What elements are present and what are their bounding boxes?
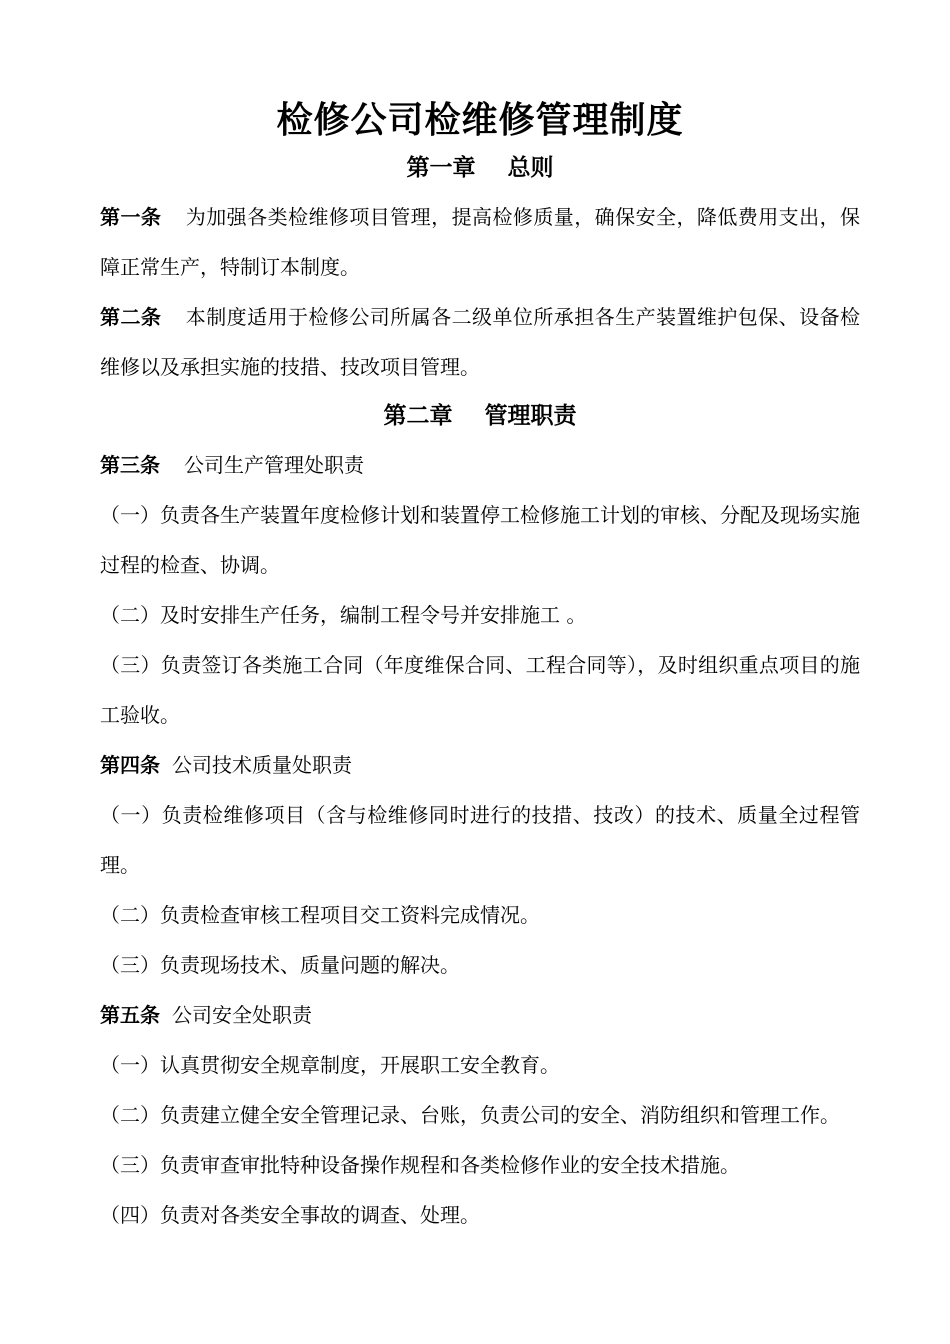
article-5: [100, 990, 860, 1040]
article-4-label: 第四条: [100, 753, 160, 777]
article-1-label: 第一条: [100, 205, 162, 229]
article-1: [100, 192, 860, 292]
chapter-2-heading: 第二章 管理职责: [383, 402, 577, 429]
article-1-text: 为加强各类检维修项目管理，提高检修质量，确保安全，降低费用支出，保障正常生产，特制订本制度。: [100, 205, 861, 279]
article-2: [100, 292, 860, 392]
article-4-item-1: （一）负责检维修项目（含与检维修同时进行的技措、技改）的技术、质量全过程管理。: [100, 803, 860, 877]
article-5-item-1: （一）认真贯彻安全规章制度，开展职工安全教育。: [100, 1053, 560, 1077]
article-5-item-3: （三）负责审查审批特种设备操作规程和各类检修作业的安全技术措施。: [100, 1153, 740, 1177]
document-title: 检修公司检维修管理制度: [276, 99, 684, 141]
chapter-1-heading: 第一章 总则: [406, 154, 554, 181]
article-4-text: 公司技术质量处职责: [172, 753, 352, 777]
article-3-label: 第三条: [100, 453, 160, 477]
article-3: [100, 440, 860, 490]
article-5-label: 第五条: [100, 1003, 160, 1027]
article-3-item-2: （二）及时安排生产任务，编制工程令号并安排施工 。: [100, 603, 587, 627]
article-4-item-3: （三）负责现场技术、质量问题的解决。: [100, 953, 460, 977]
article-5-text: 公司安全处职责: [172, 1003, 312, 1027]
article-3-text: 公司生产管理处职责: [184, 453, 364, 477]
article-4-item-2: （二）负责检查审核工程项目交工资料完成情况。: [100, 903, 540, 927]
article-2-text: 本制度适用于检修公司所属各二级单位所承担各生产装置维护包保、设备检维修以及承担实施的技措、技改项目管理。: [100, 305, 861, 379]
article-4: [100, 740, 860, 790]
article-3-item-1: （一）负责各生产装置年度检修计划和装置停工检修施工计划的审核、分配及现场实施过程的检查、协调。: [100, 503, 860, 577]
article-3-item-3: （三）负责签订各类施工合同（年度维保合同、工程合同等），及时组织重点项目的施工验收。: [100, 653, 860, 727]
article-2-label: 第二条: [100, 305, 162, 329]
article-5-item-4: （四）负责对各类安全事故的调查、处理。: [100, 1203, 480, 1227]
article-5-item-2: （二）负责建立健全安全管理记录、台账，负责公司的安全、消防组织和管理工作。: [100, 1103, 840, 1127]
